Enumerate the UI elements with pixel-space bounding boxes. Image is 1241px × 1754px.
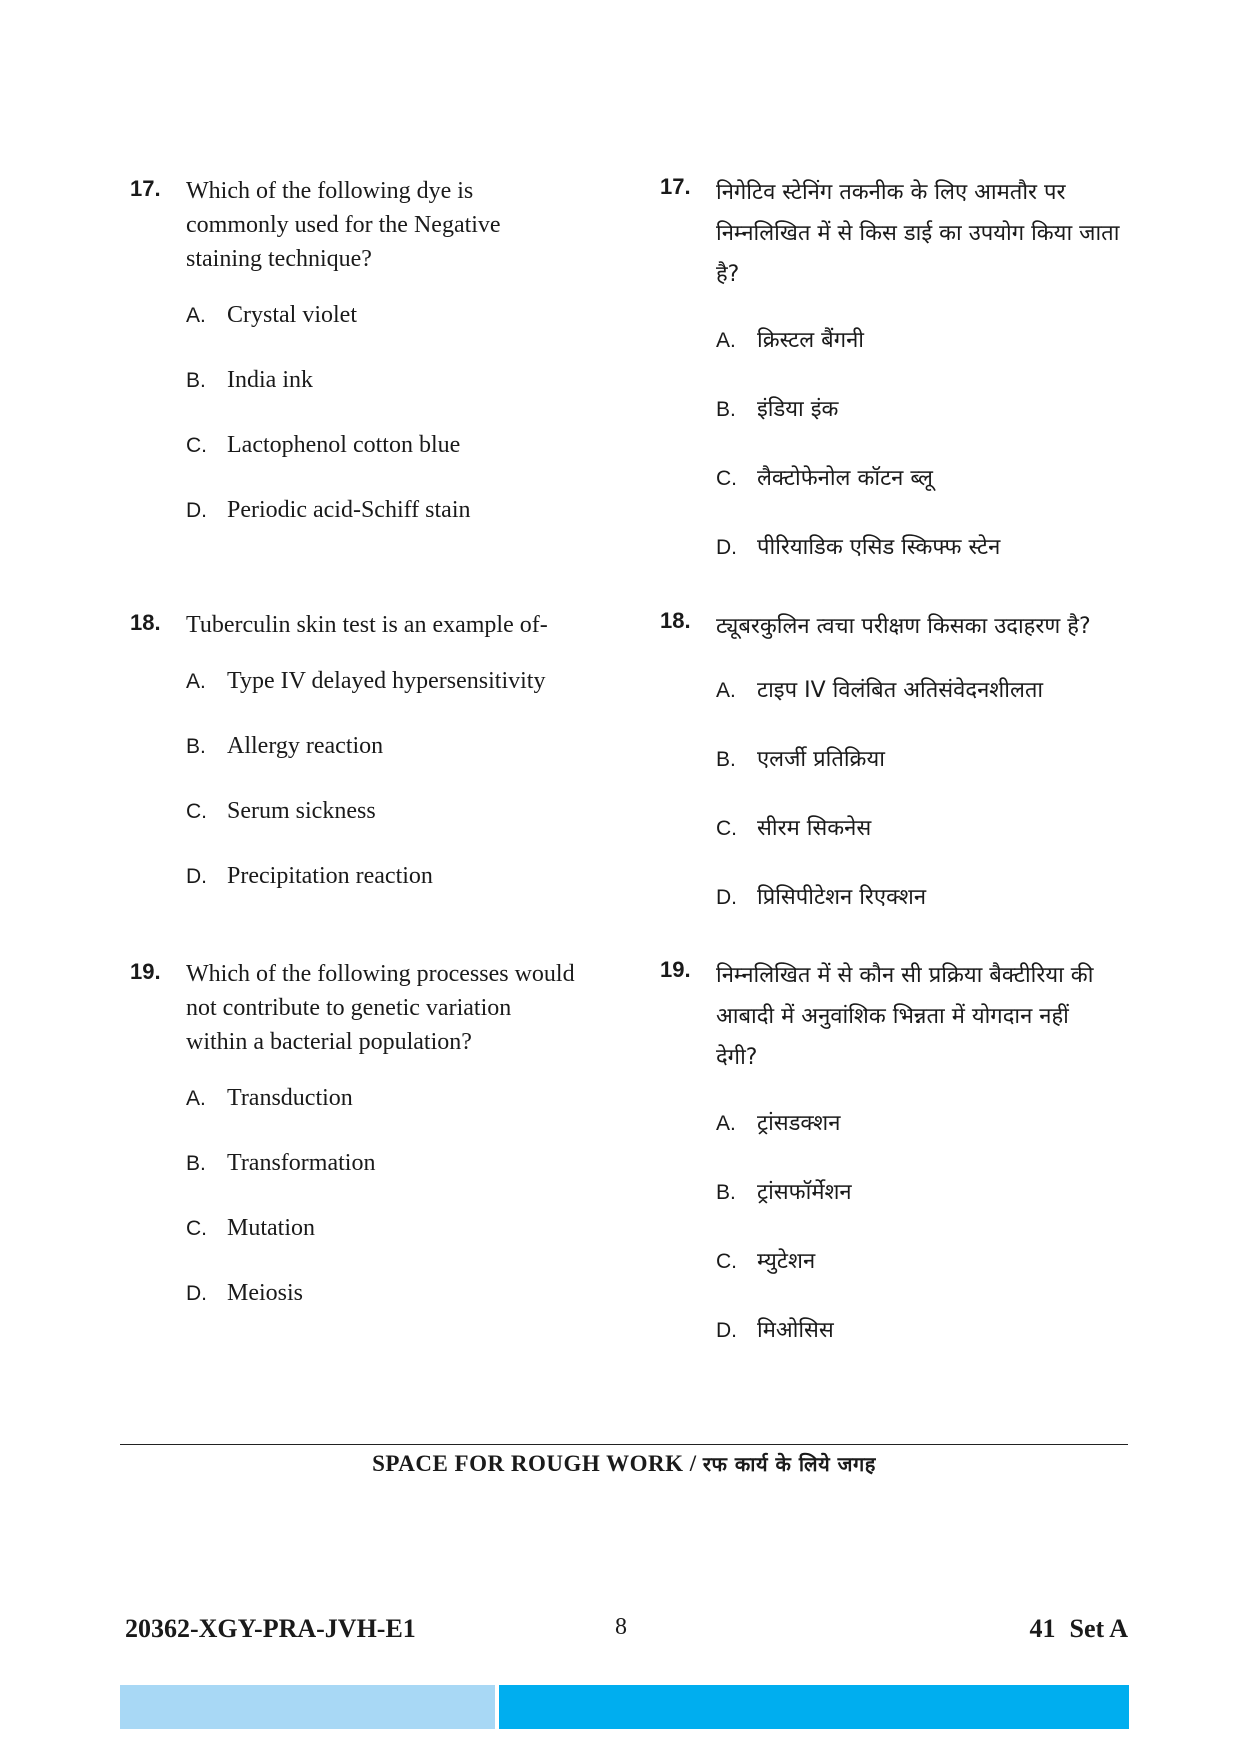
footer-bar-light [120, 1685, 495, 1729]
option-a: A. Crystal violet [186, 302, 357, 328]
question-text: निम्नलिखित में से कौन सी प्रक्रिया बैक्टीरिया की आबादी में अनुवांशिक भिन्नता में योगदान नहीं देगी? [716, 963, 1094, 1070]
rough-work-heading: SPACE FOR ROUGH WORK / रफ कार्य के लिये जगह [372, 1451, 876, 1476]
question-18-en [130, 608, 630, 889]
option-a: A. ट्रांसडक्शन [716, 1111, 841, 1136]
question-19-en [130, 957, 630, 1306]
option-b: B. India ink [186, 367, 313, 393]
question-text: Which of the following dye is commonly used for the Negative staining technique? [186, 178, 501, 272]
question-number: 19. [130, 959, 161, 984]
question-text: ट्यूबरकुलिन त्वचा परीक्षण किसका उदाहरण है? [716, 614, 1091, 639]
option-b: B. ट्रांसफॉर्मेशन [716, 1180, 852, 1205]
option-c: C. सीरम सिकनेस [716, 816, 872, 841]
option-d: D. Periodic acid-Schiff stain [186, 497, 471, 523]
option-c: C. Mutation [186, 1215, 315, 1241]
option-a: A. Type IV delayed hypersensitivity [186, 668, 546, 694]
option-b: B. Transformation [186, 1150, 376, 1176]
question-number: 18. [130, 610, 161, 635]
option-b: B. Allergy reaction [186, 733, 384, 759]
question-17-en [130, 174, 630, 523]
option-a: A. क्रिस्टल बैंगनी [716, 328, 865, 353]
set-label: 41 Set A [1029, 1614, 1128, 1643]
option-c: C. लैक्टोफेनोल कॉटन ब्लू [716, 466, 933, 491]
question-19-hi [660, 955, 1130, 1343]
question-text: Which of the following processes would not contribute to genetic variation within a bacterial population? [186, 961, 575, 1055]
option-a: A. टाइप IV विलंबित अतिसंवेदनशीलता [716, 678, 1044, 703]
rough-work-divider [120, 1444, 1128, 1445]
option-d: D. मिओसिस [716, 1318, 834, 1343]
option-d: D. Meiosis [186, 1280, 304, 1306]
option-b: B. इंडिया इंक [716, 397, 839, 422]
question-17-hi [660, 172, 1130, 560]
option-a: A. Transduction [186, 1085, 353, 1111]
footer-bar-dark [499, 1685, 1129, 1729]
option-d: D. Precipitation reaction [186, 863, 433, 889]
option-c: C. म्युटेशन [716, 1249, 816, 1274]
option-c: C. Lactophenol cotton blue [186, 432, 461, 458]
option-c: C. Serum sickness [186, 798, 376, 824]
question-number: 17. [660, 174, 691, 199]
question-number: 18. [660, 608, 691, 633]
option-b: B. एलर्जी प्रतिक्रिया [716, 747, 885, 772]
page-number: 8 [615, 1614, 627, 1640]
question-number: 19. [660, 957, 691, 982]
booklet-code: 20362-XGY-PRA-JVH-E1 [125, 1614, 416, 1643]
question-18-hi [660, 606, 1130, 910]
option-d: D. प्रिसिपीटेशन रिएक्शन [716, 885, 927, 910]
question-text: निगेटिव स्टेनिंग तकनीक के लिए आमतौर पर निम्नलिखित में से किस डाई का उपयोग किया जाता है? [716, 180, 1120, 287]
option-d: D. पीरियाडिक एसिड स्किफ्फ स्टेन [716, 535, 1001, 560]
question-text: Tuberculin skin test is an example of- [186, 612, 548, 638]
question-number: 17. [130, 176, 161, 201]
